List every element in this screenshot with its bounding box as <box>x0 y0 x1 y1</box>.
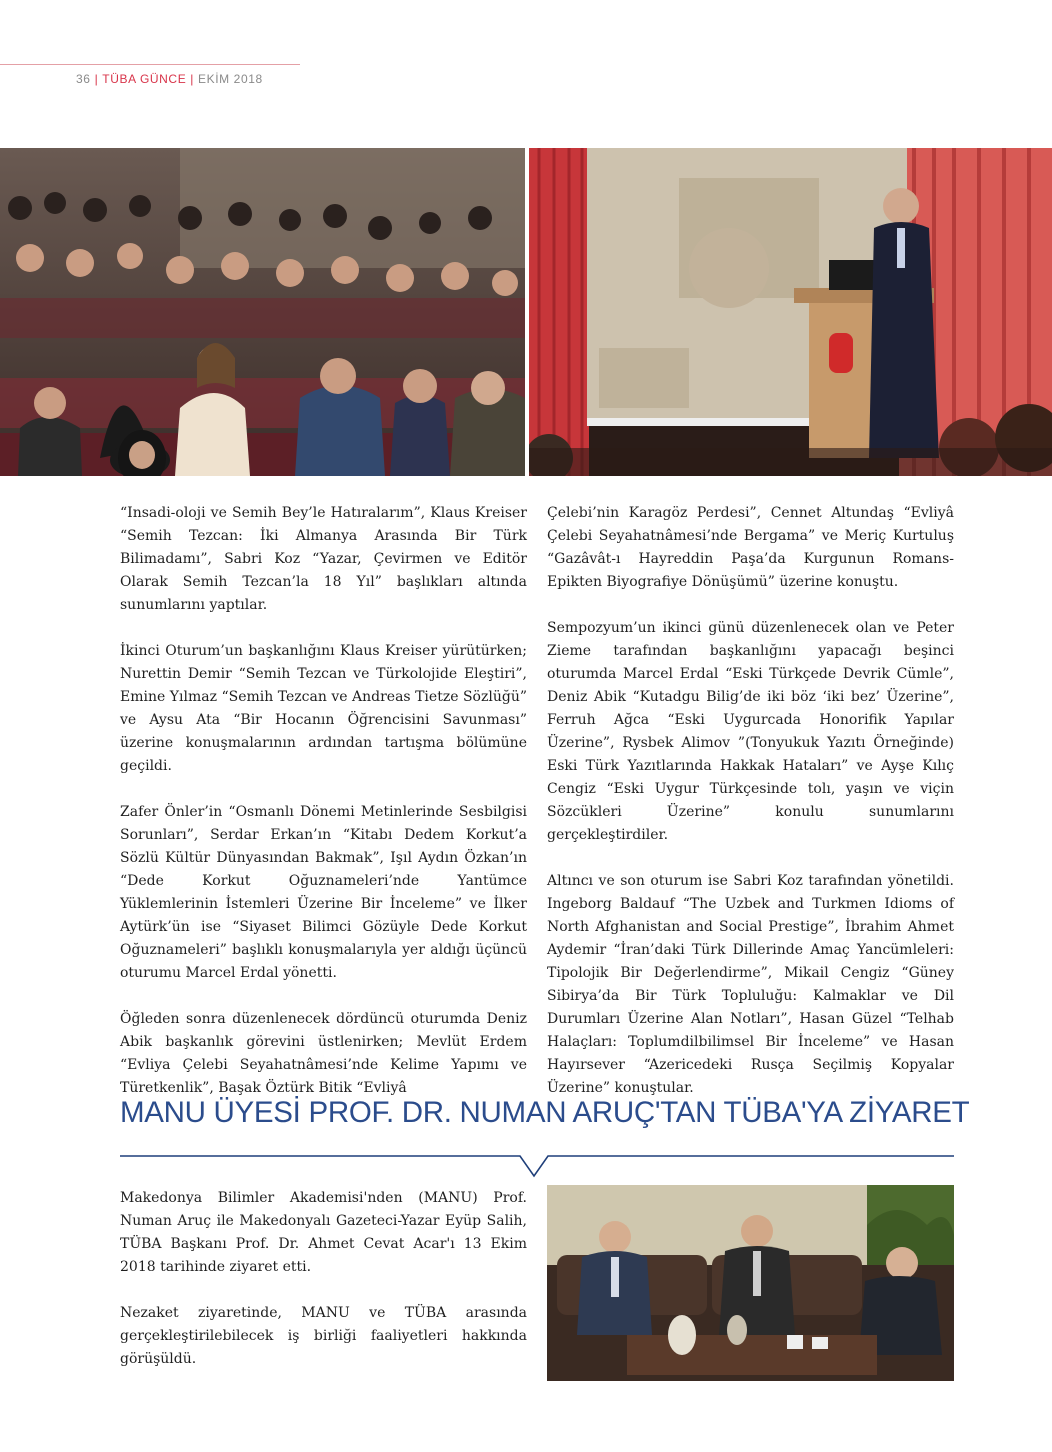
issue-date: EKİM 2018 <box>198 72 263 86</box>
section-title-rule <box>120 1148 954 1180</box>
article-paragraph: Zafer Önler’in “Osmanlı Dönemi Metinlerinde Sesbilgisi Sorunları”, Serdar Erkan’ın “Kitabı Dedem Korkut’a Sözlü Kültür Dünyasından Bakmak”, Işıl Aydın Özkan’ın “Dede Korkut Oğuznameleri’nde Yantümce Yüklemlerinin İstemleri Üzerine Bir İnceleme” ve İlker Aytürk’ün ise “Siyaset Bilimci Gözüyle Dede Korkut Oğuznameleri” başlıklı konuşmalarıyla yer aldığı üçüncü oturumu Marcel Erdal yönetti. <box>120 804 527 981</box>
article-paragraph: İkinci Oturum’un başkanlığını Klaus Kreiser yürütürken; Nurettin Demir “Semih Tezcan ve Türkolojide Eleştiri”, Emine Yılmaz “Semih Tezcan ve Andreas Tietze Sözlüğü” ve Aysu Ata “Bir Hocanın Öğrencisini Savunması” üzerine konuşmalarının ardından tartışma bölümüne geçildi. <box>120 643 527 774</box>
speaker-podium-photo <box>529 148 1052 476</box>
visit-paragraph: Nezaket ziyaretinde, MANU ve TÜBA arasında gerçekleştirilebilecek iş birliği faaliyetleri hakkında görüşüldü. <box>120 1305 527 1367</box>
header-separator: | <box>190 72 195 86</box>
page-header <box>76 72 263 86</box>
header-rule <box>0 64 300 65</box>
visit-text <box>120 1187 527 1371</box>
section-title: MANU ÜYESİ PROF. DR. NUMAN ARUÇ'TAN TÜBA'YA ZİYARET <box>120 1096 970 1129</box>
magazine-name: TÜBA GÜNCE <box>102 72 187 86</box>
article-column-left <box>120 502 527 1100</box>
visit-paragraph: Makedonya Bilimler Akademisi'nden (MANU) Prof. Numan Aruç ile Makedonyalı Gazeteci-Yazar Eyüp Salih, TÜBA Başkanı Prof. Dr. Ahmet Cevat Acar'ı 13 Ekim 2018 tarihinde ziyaret etti. <box>120 1190 527 1275</box>
article-column-right <box>547 502 954 1100</box>
article-paragraph: Çelebi’nin Karagöz Perdesi”, Cennet Altundaş “Evliyâ Çelebi Seyahatnâmesi’nde Bergama” ve Meriç Kurtuluş “Gazâvât-ı Hayreddin Paşa’da Kurgunun Romans-Epikten Biyografiye Dönüşümü” üzerine konuştu. <box>547 505 954 590</box>
audience-photo <box>0 148 525 476</box>
article-paragraph: “Insadi-oloji ve Semih Bey’le Hatıralarım”, Klaus Kreiser “Semih Tezcan: İki Almanya Arasında Bir Türk Bilimadamı”, Sabri Koz “Yazar, Çevirmen ve Editör Olarak Semih Tezcan’la 18 Yıl” başlıkları altında sunumlarını yaptılar. <box>120 505 527 613</box>
page-number: 36 <box>76 72 91 86</box>
visit-meeting-photo <box>547 1185 954 1381</box>
header-separator: | <box>94 72 99 86</box>
article-paragraph: Öğleden sonra düzenlenecek dördüncü oturumda Deniz Abik başkanlık görevini üstlenirken; Mevlüt Erdem “Evliya Çelebi Seyahatnâmesi’nde Kelime Yapımı ve Türetkenlik”, Başak Öztürk Bitik “Evliyâ <box>120 1011 527 1096</box>
article-paragraph: Altıncı ve son oturum ise Sabri Koz tarafından yönetildi. Ingeborg Baldauf “The Uzbek and Turkmen Idioms of North Afghanistan and Social Prestige”, İbrahim Ahmet Aydemir “İran’daki Türk Dillerinde Amaç Yancümleleri: Tipolojik Bir Değerlendirme”, Mikail Cengiz “Güney Sibirya’da Bir Türk Topluluğu: Kalmaklar ve Dil Durumları Üzerine Alan Notları”, Hasan Güzel “Telhab Halaçları: Toplumdilbilimsel Bir İnceleme” ve Hasan Hayırsever “Azericedeki Rusça Seçilmiş Kopyalar Üzerine” konuştular. <box>547 873 954 1096</box>
article-paragraph: Sempozyum’un ikinci günü düzenlenecek olan ve Peter Zieme tarafından başkanlığını yapacağı beşinci oturumda Marcel Erdal “Eski Türkçede Devrik Cümle”, Deniz Abik “Kutadgu Bilig’de iki böz ‘iki bez’ Üzerine”, Ferruh Ağca “Eski Uygurcada Honorifik Yapılar Üzerine”, Rysbek Alimov ”(Tonyukuk Yazıtı Örneğinde) Eski Türk Yazıtlarında Hakkak Hataları” ve Ayşe Kılıç Cengiz “Eski Uygur Türkçesinde tolı, yaşın ve viçin Sözcükleri Üzerine” konulu sunumlarını gerçekleştirdiler. <box>547 620 954 843</box>
